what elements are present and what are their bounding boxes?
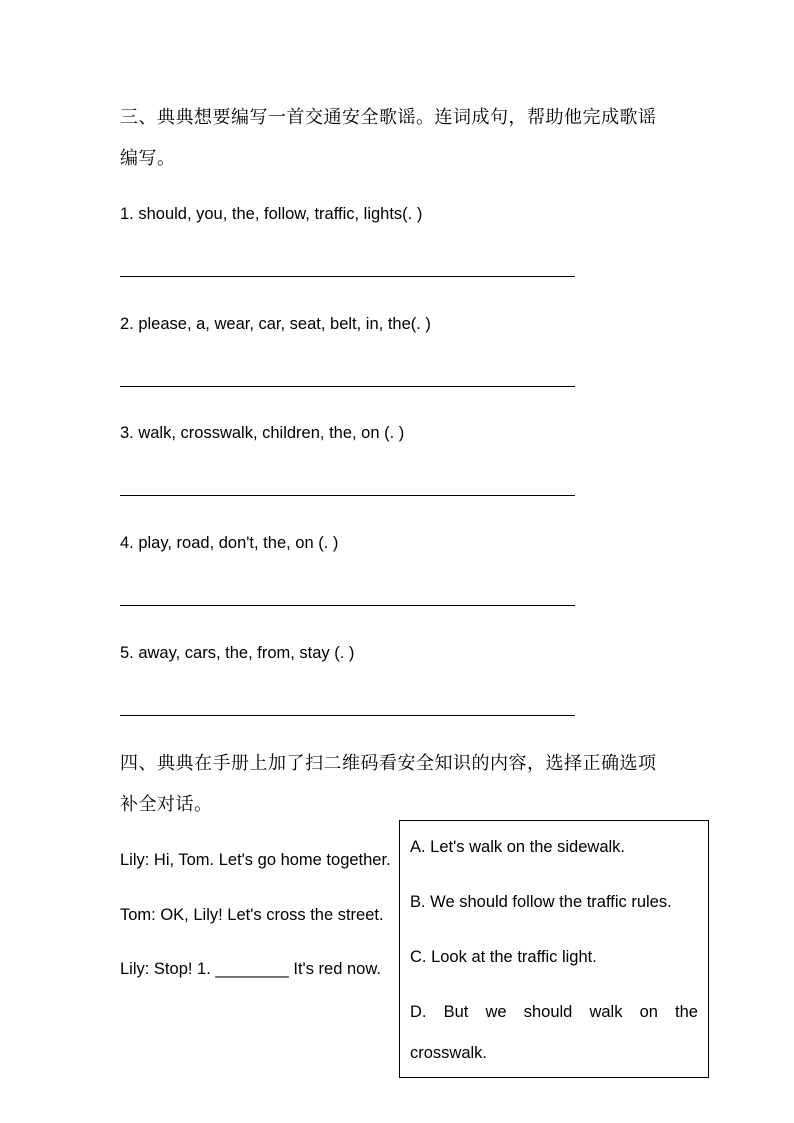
question-4: 4. play, road, don't, the, on (. ) (120, 534, 339, 552)
option-d-line1: D. But we should walk on the (410, 1003, 698, 1021)
answer-line-1[interactable] (120, 276, 575, 277)
option-b: B. We should follow the traffic rules. (410, 893, 672, 911)
question-1: 1. should, you, the, follow, traffic, lights(. ) (120, 205, 423, 223)
question-2: 2. please, a, wear, car, seat, belt, in, the(. ) (120, 315, 431, 333)
answer-line-4[interactable] (120, 605, 575, 606)
section3-instruction-line1: 三、典典想要编写一首交通安全歌谣。连词成句，帮助他完成歌谣 (120, 107, 657, 127)
answer-line-2[interactable] (120, 386, 575, 387)
section3-instruction-line2: 编写。 (120, 148, 176, 168)
option-a: A. Let's walk on the sidewalk. (410, 838, 626, 856)
question-5: 5. away, cars, the, from, stay (. ) (120, 644, 355, 662)
dialogue-line-3: Lily: Stop! 1. ________ It's red now. (120, 960, 381, 978)
option-d-line2: crosswalk. (410, 1044, 488, 1062)
option-c: C. Look at the traffic light. (410, 948, 597, 966)
dialogue-line-1: Lily: Hi, Tom. Let's go home together. (120, 851, 391, 869)
options-box (399, 820, 709, 1078)
section4-instruction-line1: 四、典典在手册上加了扫二维码看安全知识的内容，选择正确选项 (120, 753, 657, 773)
answer-line-5[interactable] (120, 715, 575, 716)
dialogue-line-2: Tom: OK, Lily! Let's cross the street. (120, 906, 384, 924)
section4-instruction-line2: 补全对话。 (120, 794, 213, 814)
answer-line-3[interactable] (120, 495, 575, 496)
question-3: 3. walk, crosswalk, children, the, on (. ) (120, 424, 405, 442)
